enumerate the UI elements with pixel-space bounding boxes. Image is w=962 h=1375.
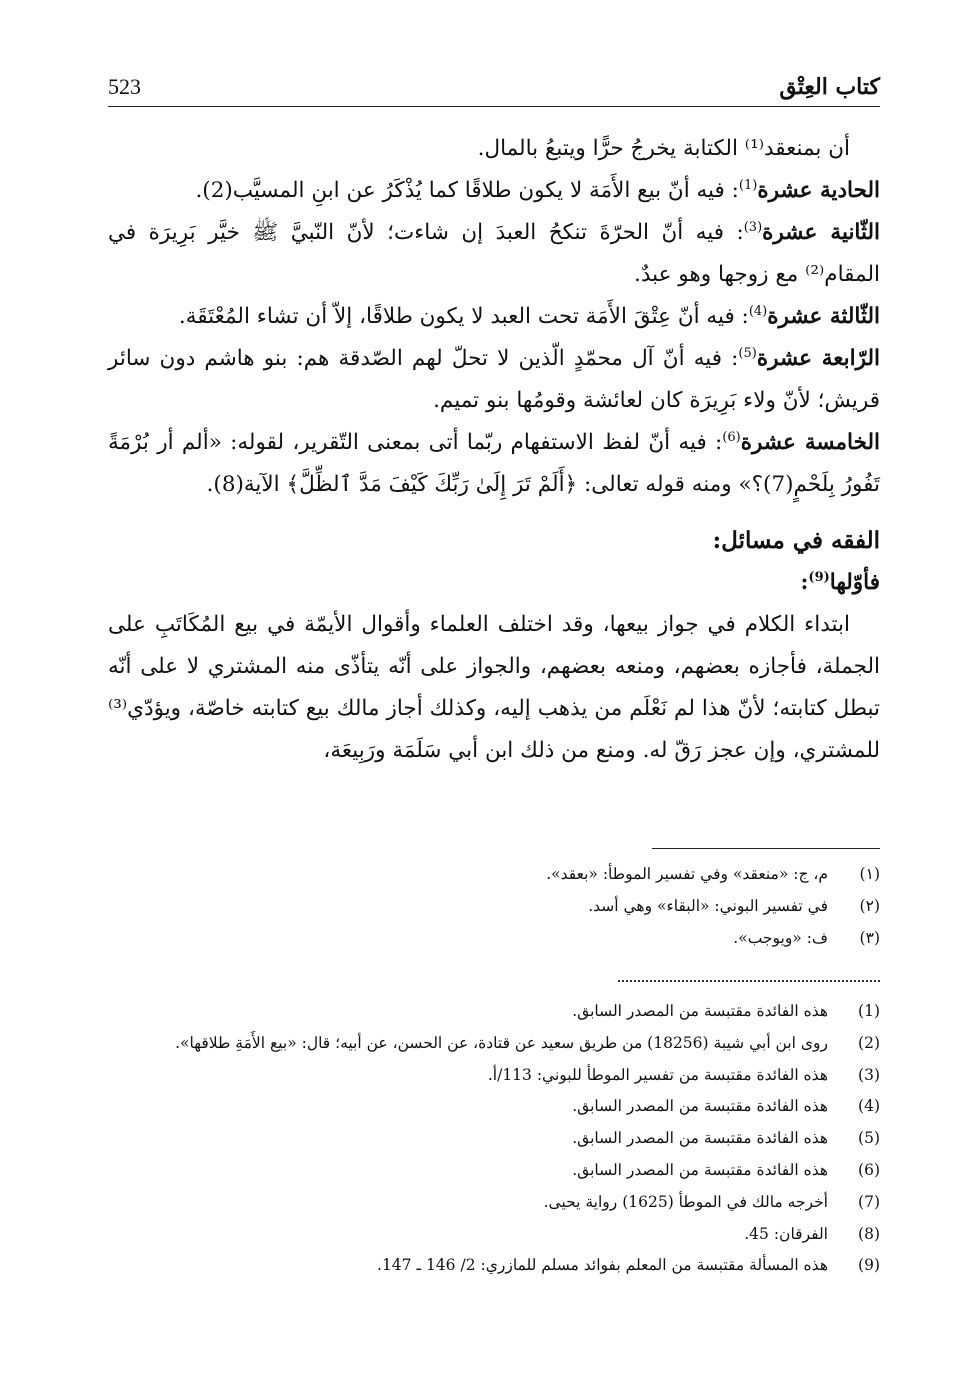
subsection-colon: : (800, 570, 809, 595)
paragraph-11 (108, 170, 880, 212)
editor-footnotes (108, 858, 880, 954)
footnote-number: (9) (858, 1256, 880, 1275)
footnote-separator (652, 848, 880, 849)
footnote-row (108, 858, 880, 890)
footnote-text: روى ابن أبي شيبة (18256) من طريق سعيد عن قتادة، عن الحسن، عن أبيه؛ قال: «بيع الأَمَةِ طلاقها». (175, 1033, 828, 1052)
section-keyword: الخامسة عشرة (740, 430, 880, 455)
footnote-ref: (6) (722, 429, 741, 445)
footnote-ref: (3) (743, 219, 763, 235)
paragraph-text: : فيه أنّ آل محمّدٍ الّذين لا تحلّ لهم الصّدقة هم: بنو هاشم دون سائر قريش؛ لأنّ ولاء بَرِيرَة كان لعائشة وقومُها بنو تميم. (108, 346, 880, 413)
footnote-ref: (1) (738, 177, 758, 193)
footnote-text: هذه الفائدة مقتبسة من المصدر السابق. (572, 1129, 828, 1148)
footnote-text: أخرجه مالك في الموطأ (1625) رواية يحيى. (543, 1192, 828, 1211)
footnote-number: (4) (858, 1097, 880, 1116)
subsection-heading (108, 562, 880, 604)
footnote-number: (8) (858, 1224, 880, 1243)
footnote-row (108, 1060, 880, 1092)
footnote-number: (6) (858, 1160, 880, 1179)
footnote-row (108, 996, 880, 1028)
footnote-ref: (5) (738, 345, 757, 361)
footnote-text: الفرقان: 45. (744, 1224, 828, 1243)
paragraph-13 (108, 296, 880, 338)
footnote-row (108, 1250, 880, 1282)
footnote-row (108, 1028, 880, 1060)
paragraph-text: : فيه أنّ لفظ الاستفهام ربّما أتى بمعنى التّقرير، لقوله: «ألم أر بُرْمَةً تَفُورُ بِلَحْمٍ(7)؟» ومنه قوله تعالى: ﴿أَلَمْ تَرَ إِلَىٰ رَبِّكَ كَيْفَ مَدَّ ٱلظِّلَّ﴾ الآية(8). (108, 430, 880, 497)
section-keyword: الرّابعة عشرة (756, 346, 880, 371)
footnote-text: هذه الفائدة مقتبسة من المصدر السابق. (572, 1002, 828, 1020)
section-keyword: الثّانية عشرة (762, 220, 880, 245)
footnote-text: ف: «ويوجب». (733, 929, 828, 947)
running-title: كتاب العِتْق (779, 74, 880, 100)
paragraph-12 (108, 212, 880, 296)
footnote-number: (1) (858, 1002, 880, 1020)
footnote-row (108, 1123, 880, 1155)
main-text (108, 128, 880, 772)
footnote-number: (٢) (859, 897, 880, 915)
paragraph-discussion: ابتداء الكلام في جواز بيعها، وقد اختلف العلماء وأقوال الأيمّة في بيع المُكَاتَبِ على الجملة، فأجازه بعضهم، ومنعه بعضهم، والجواز على أنّه يتأذّى منه المشتري لا على أنّه تبطل كتابته؛ لأنّ هذا لم نَعْلَم من يذهب إليه، وكذلك أجاز مالك بيع كتابته خاصّة، ويؤدّي⁽³⁾ للمشتري، وإن عجز رَقّ له. ومنع من ذلك ابن أبي سَلَمَة ورَبِيعَة، (108, 612, 880, 763)
footnote-number: (5) (858, 1129, 880, 1148)
subsection-title: فأوّلها (829, 570, 880, 595)
paragraph-text: : فيه أنّ عِتْقَ الأَمَة تحت العبد لا يكون طلاقًا، إلاّ أن تشاء المُعْتَقَة. (178, 304, 749, 329)
footnote-number: (٣) (859, 929, 880, 947)
section-keyword: الحادية عشرة (757, 178, 880, 203)
footnote-row (108, 1091, 880, 1123)
paragraph-14 (108, 338, 880, 422)
footnote-text: هذه الفائدة مقتبسة من المصدر السابق. (572, 1160, 828, 1179)
paragraph-1: أن بمنعقد⁽¹⁾ الكتابة يخرجُ حرًّا ويتبعُ بالمال. (477, 136, 850, 161)
footnote-number: (١) (859, 865, 880, 883)
footnote-ref: (9) (808, 569, 830, 585)
header-rule (108, 106, 880, 107)
page-number: 523 (108, 74, 141, 99)
footnote-text: هذه الفائدة مقتبسة من تفسير الموطأ للبوني: 113/أ. (487, 1065, 828, 1084)
footnote-text: هذه المسألة مقتبسة من المعلم بفوائد مسلم للمازري: 2/ 146 ـ 147. (377, 1256, 828, 1275)
section-heading: الفقه في مسائل: (712, 527, 880, 554)
footnote-ref: (4) (748, 303, 768, 319)
footnote-row (108, 922, 880, 954)
footnote-text: م، ج: «منعقد» وفي تفسير الموطأ: «بعقد». (546, 865, 828, 883)
page-header (108, 74, 880, 108)
section-keyword: الثّالثة عشرة (767, 304, 880, 329)
paragraph-text: : فيه أنّ الحرّةَ تنكحُ العبدَ إن شاءت؛ لأنّ النّبيَّ ﷺ خيَّر بَرِيرَة في المقام⁽²⁾ مع زوجها وهو عبدٌ. (108, 220, 880, 287)
source-footnotes (108, 996, 880, 1282)
footnote-row (108, 1187, 880, 1219)
footnote-number: (3) (858, 1065, 880, 1084)
footnote-number: (7) (858, 1192, 880, 1211)
paragraph-text: : فيه أنّ بيع الأَمَة لا يكون طلاقًا كما يُذْكَرُ عن ابنِ المسيَّب(2). (195, 178, 739, 203)
footnote-row (108, 1219, 880, 1251)
footnote-row (108, 1155, 880, 1187)
footnote-text: في تفسير البوني: «البقاء» وهي أسد. (588, 897, 828, 915)
footnote-text: هذه الفائدة مقتبسة من المصدر السابق. (572, 1097, 828, 1116)
footnote-number: (2) (858, 1033, 880, 1052)
paragraph-15 (108, 422, 880, 506)
footnote-row (108, 890, 880, 922)
dotted-separator (618, 980, 880, 982)
